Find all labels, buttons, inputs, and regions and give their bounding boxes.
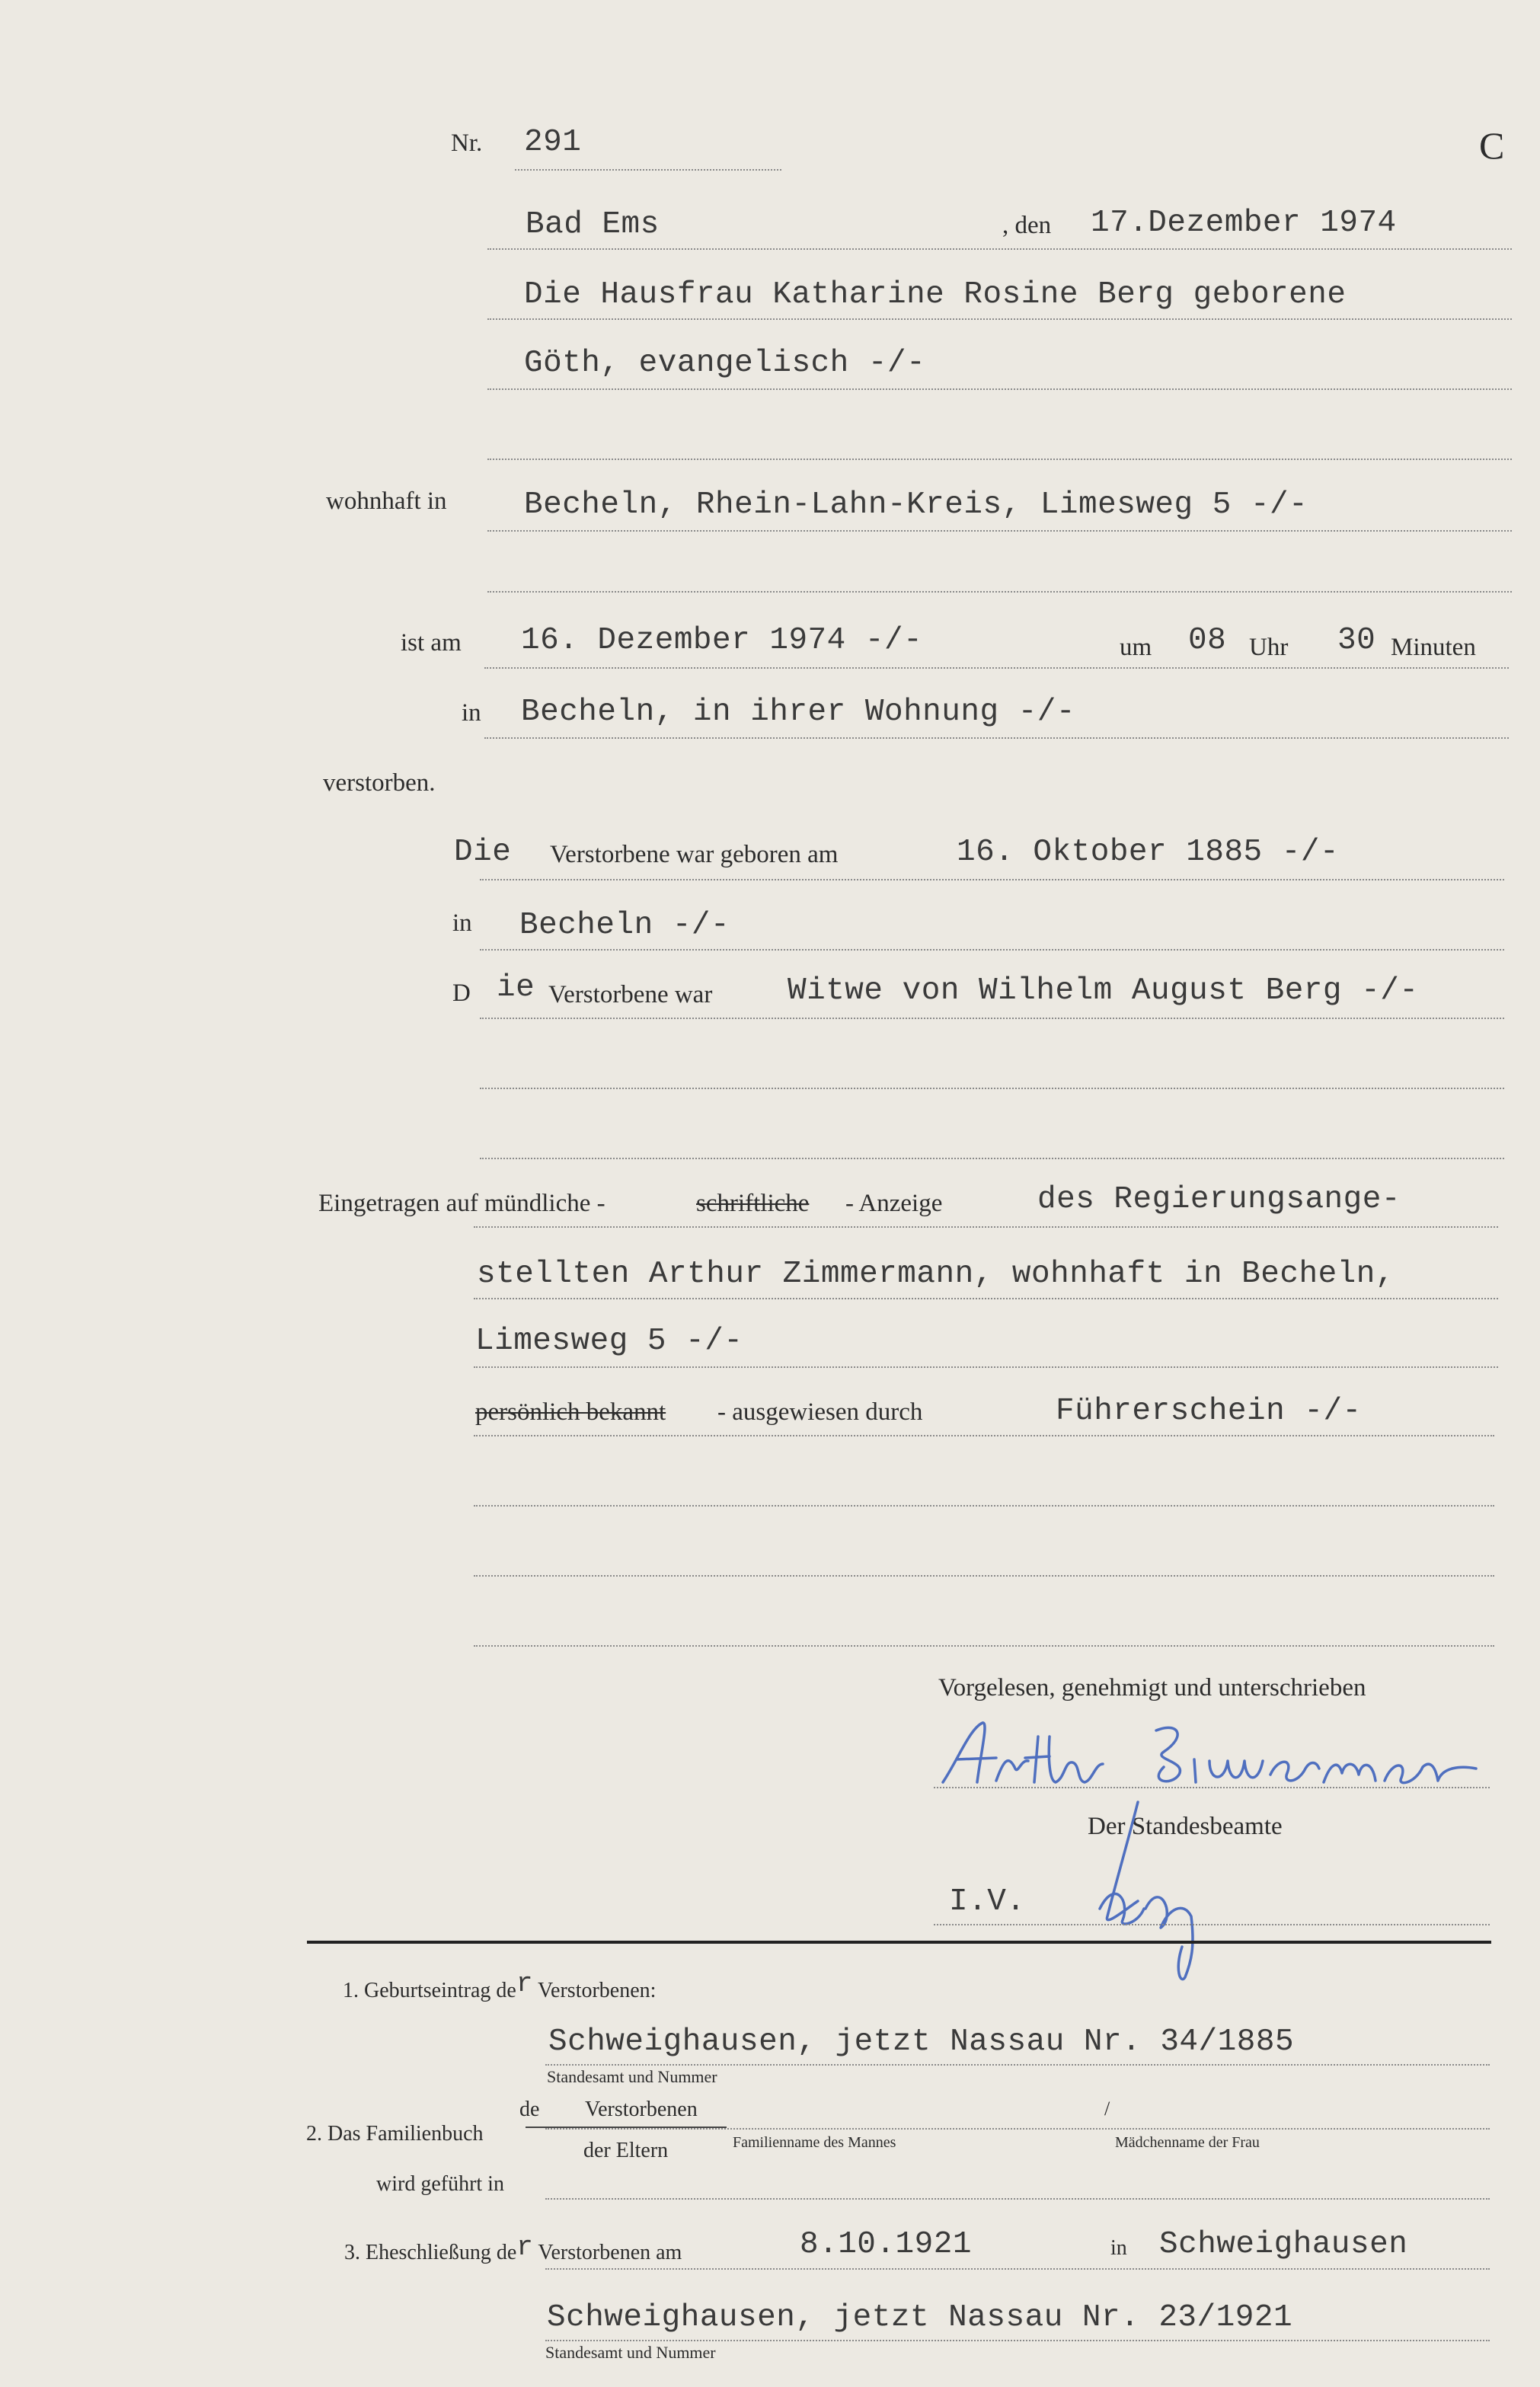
verstorben-label: verstorben.: [323, 769, 436, 797]
standesamt-caption-1: Standesamt und Nummer: [547, 2067, 717, 2086]
footer-item2-label: 2. Das Familienbuch: [306, 2122, 484, 2146]
birth-date-rule: [480, 879, 1504, 880]
standesamt-caption-2: Standesamt und Nummer: [545, 2343, 716, 2362]
registry-place: Bad Ems: [526, 207, 660, 242]
residence-rule: [487, 530, 1512, 532]
nr-underline: [515, 169, 781, 171]
footer-item2-de: de: [519, 2098, 540, 2121]
minuten-label: Minuten: [1391, 634, 1476, 661]
footer-item2-slash: /: [1104, 2098, 1110, 2120]
report-line-2-rule: [474, 1298, 1498, 1299]
id-rule: [474, 1435, 1494, 1436]
wohnhaft-label: wohnhaft in: [326, 487, 447, 515]
report-line-1-rule: [474, 1226, 1498, 1228]
iv-label: I.V.: [949, 1884, 1026, 1919]
footer-item3-prefix: 3. Eheschließung de: [344, 2241, 517, 2264]
date-line: [487, 248, 1512, 250]
id-document: Führerschein -/-: [1056, 1394, 1362, 1429]
birth-place: Becheln -/-: [519, 908, 730, 943]
footer-item2-gefuehrt: wird geführt in: [376, 2172, 504, 2196]
born-label: Verstorbene war geboren am: [550, 841, 839, 868]
den-label: , den: [1002, 212, 1052, 239]
nr-value: 291: [524, 125, 582, 160]
persoenlich-struck: persönlich bekannt: [475, 1398, 666, 1426]
birth-in-label: in: [452, 909, 472, 937]
death-date-rule: [484, 667, 1509, 669]
section-divider: [307, 1941, 1491, 1944]
marital-rule-2: [480, 1088, 1504, 1089]
show-through-text: [1257, 137, 1485, 168]
war-label: Verstorbene war: [548, 981, 713, 1008]
familienname-caption: Familienname des Mannes: [733, 2134, 896, 2151]
vorgelesen-label: Vorgelesen, genehmigt und unterschrieben: [938, 1674, 1366, 1702]
marital-rule-3: [480, 1158, 1504, 1159]
footer-item1-prefix: 1. Geburtseintrag de: [343, 1979, 516, 2002]
standesbeamte-label: Der Standesbeamte: [1088, 1813, 1283, 1840]
death-date: 16. Dezember 1974 -/-: [521, 623, 923, 658]
footer-item3-label: [344, 2232, 682, 2267]
schriftliche-struck: schriftliche: [696, 1190, 810, 1217]
report-line-2: stellten Arthur Zimmermann, wohnhaft in Becheln,: [477, 1257, 1395, 1292]
footer-item3-in: in: [1110, 2236, 1127, 2260]
person-line-2: Göth, evangelisch -/-: [524, 346, 926, 381]
iv-rule: [934, 1924, 1490, 1925]
footer-item3-r: r: [516, 2232, 533, 2263]
corner-letter: C: [1479, 124, 1505, 167]
footer-item2-eltern: der Eltern: [583, 2139, 669, 2162]
id-rule-3: [474, 1575, 1494, 1577]
marriage-place: Schweighausen: [1159, 2227, 1408, 2262]
birth-place-rule: [480, 949, 1504, 951]
report-line-1: des Regierungsange-: [1037, 1182, 1401, 1217]
report-line-3: Limesweg 5 -/-: [475, 1324, 743, 1359]
death-in-label: in: [462, 699, 481, 727]
verstorbenen-underline: [526, 2127, 727, 2128]
footer-item1-suffix: Verstorbenen:: [537, 1979, 657, 2002]
report-line-3-rule: [474, 1366, 1498, 1368]
birth-register-rule: [545, 2064, 1490, 2066]
id-rule-4: [474, 1645, 1494, 1647]
person-line-2-rule: [487, 388, 1512, 390]
birth-register-entry: Schweighausen, jetzt Nassau Nr. 34/1885: [548, 2024, 1295, 2059]
death-hour: 08: [1188, 623, 1227, 658]
footer-item1-r: r: [516, 1968, 533, 1999]
gefuehrt-rule: [545, 2198, 1490, 2200]
official-signature: [1085, 1794, 1222, 1985]
ie-typed: ie: [497, 970, 535, 1005]
informant-signature-rule: [934, 1787, 1490, 1788]
person-line-3-rule: [487, 459, 1512, 460]
death-place: Becheln, in ihrer Wohnung -/-: [521, 695, 1076, 730]
marriage-date: 8.10.1921: [800, 2227, 972, 2262]
id-rule-2: [474, 1505, 1494, 1507]
marital-rule: [480, 1018, 1504, 1019]
person-line-1: Die Hausfrau Katharine Rosine Berg geborene: [524, 277, 1347, 312]
familienbuch-rule: [545, 2128, 1490, 2130]
ist-am-label: ist am: [401, 629, 462, 657]
nr-label: Nr.: [451, 129, 483, 157]
die-typed: Die: [454, 835, 512, 870]
marriage-rule: [545, 2268, 1490, 2270]
marital-status: Witwe von Wilhelm August Berg -/-: [788, 973, 1419, 1008]
birth-date: 16. Oktober 1885 -/-: [957, 835, 1340, 870]
eingetragen-label: Eingetragen auf mündliche -: [318, 1190, 605, 1217]
uhr-label: Uhr: [1249, 634, 1289, 661]
residence: Becheln, Rhein-Lahn-Kreis, Limesweg 5 -/-: [524, 487, 1308, 522]
ausgewiesen-label: - ausgewiesen durch: [717, 1398, 923, 1426]
anzeige-label: - Anzeige: [845, 1190, 943, 1217]
marriage-register-rule: [545, 2340, 1490, 2341]
marriage-register-entry: Schweighausen, jetzt Nassau Nr. 23/1921: [547, 2300, 1293, 2335]
registry-date: 17.Dezember 1974: [1091, 206, 1397, 241]
um-label: um: [1120, 634, 1152, 661]
informant-signature: [935, 1714, 1484, 1797]
d-label: D: [452, 979, 471, 1007]
footer-item3-suffix: Verstorbenen am: [538, 2241, 682, 2264]
person-line-1-rule: [487, 318, 1512, 320]
maedchenname-caption: Mädchenname der Frau: [1115, 2134, 1260, 2151]
death-place-rule: [484, 737, 1509, 739]
footer-item1-label: [343, 1968, 657, 2005]
death-minutes: 30: [1337, 623, 1376, 658]
residence-rule-2: [487, 591, 1512, 593]
footer-item2-verstorbenen: Verstorbenen: [585, 2098, 698, 2121]
